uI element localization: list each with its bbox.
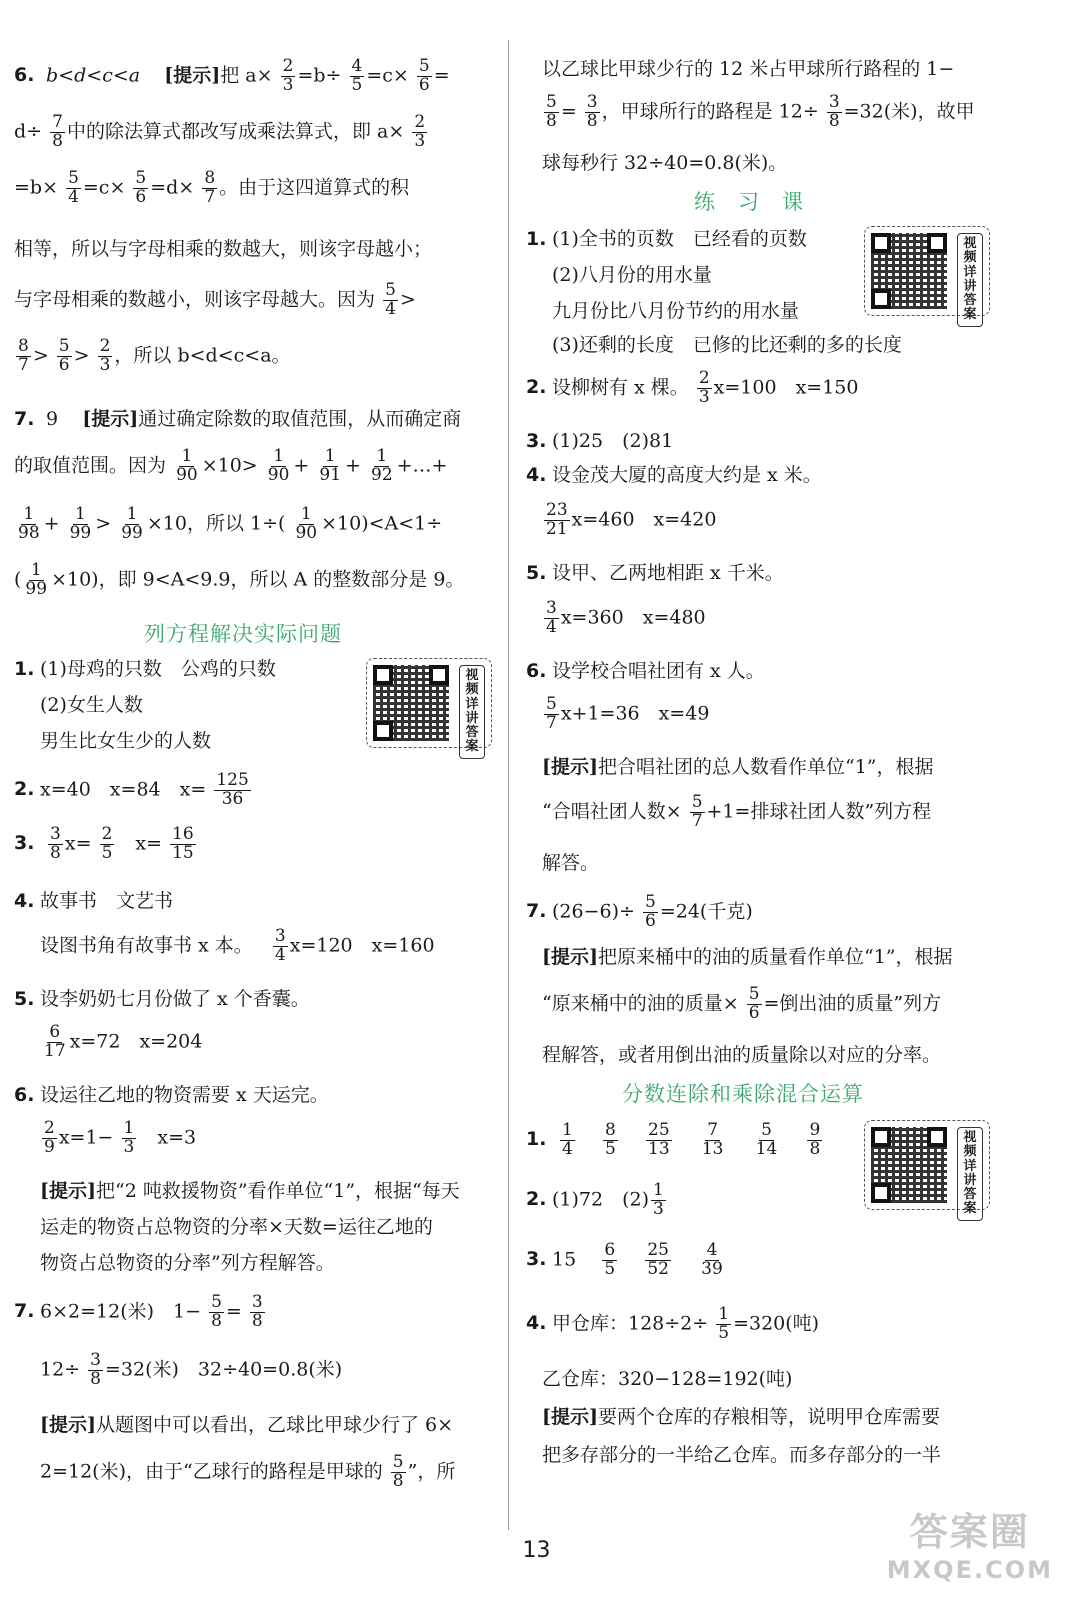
s2-q5-line-2: $\frac{3}{4}$ x=360 x=480 — [546, 598, 706, 637]
s2-q6-hint-2: “合唱社团人数× $\frac{5}{7}$ +1=排球社团人数”列方程 — [542, 792, 932, 831]
s2-q6-hint-1: [提示]把合唱社团的总人数看作单位“1”，根据 — [542, 756, 934, 778]
s2-q4-line-1: 4. 设金茂大厦的高度大约是 x 米。 — [526, 464, 822, 486]
fraction: $\frac{3}{8}$ — [50, 824, 61, 863]
s2-q7-hint-1: [提示]把原来桶中的油的质量看作单位“1”，根据 — [542, 946, 953, 968]
s1-q1-line-2: (2)女生人数 — [40, 694, 143, 716]
fraction: $\frac{5}{8}$ — [546, 92, 557, 131]
s1-q7-line-1: 7. 6×2=12(米) 1− $\frac{5}{8}$ = $\frac{3}{8}$ — [14, 1292, 263, 1331]
fraction: $\frac{5}{4}$ — [68, 168, 79, 207]
fraction: $\frac{1}{98}$ — [18, 504, 40, 543]
s1-q3: 3. $\frac{3}{8}$ x= $\frac{2}{5}$ x= $\frac{16}{15}$ — [14, 824, 194, 863]
fraction: $\frac{5}{6}$ — [418, 56, 430, 95]
fraction: $\frac{1}{4}$ — [562, 1120, 573, 1159]
s1-q7-line-2: 12÷ $\frac{3}{8}$ =32(米) 32÷40=0.8(米) — [40, 1350, 343, 1389]
s2-q1-line-2: (2)八月份的用水量 — [552, 264, 712, 286]
section-title-fraction-ops: 分数连除和乘除混合运算 — [622, 1082, 864, 1106]
fraction: $\frac{7}{13}$ — [701, 1120, 724, 1159]
s1-q4-line-1: 4. 故事书 文艺书 — [14, 890, 174, 912]
q7-line-2: 的取值范围。因为 $\frac{1}{90}$ ×10> $\frac{1}{90}$ + $\frac{1}{91}$ + $\frac{1}{92}$ +…+ — [14, 446, 448, 485]
fraction: $\frac{16}{15}$ — [172, 824, 194, 863]
fraction: $\frac{1}{5}$ — [718, 1304, 730, 1343]
fraction: $\frac{2}{3}$ — [698, 368, 710, 407]
fraction: $\frac{5}{8}$ — [392, 1452, 404, 1491]
s2-q7-hint-3: 程解答，或者用倒出油的质量除以对应的分率。 — [542, 1044, 942, 1066]
s2-q7-line-1: 7. (26−6)÷ $\frac{5}{6}$ =24(千克) — [526, 892, 753, 931]
fraction: $\frac{1}{91}$ — [319, 446, 342, 485]
fraction: $\frac{1}{90}$ — [295, 504, 318, 543]
fraction: $\frac{6}{5}$ — [604, 1240, 616, 1279]
q6-line-1: 6. b<d<c<a [提示]把 a× $\frac{2}{3}$ =b÷ $\frac{4}{5}$ =c× $\frac{5}{6}$ = — [14, 56, 450, 95]
hint-label: [提示] — [164, 64, 221, 87]
s1-q6-hint-3: 物资占总物资的分率”列方程解答。 — [40, 1252, 335, 1274]
fraction: $\frac{8}{7}$ — [204, 168, 216, 207]
fraction: $\frac{1}{92}$ — [371, 446, 393, 485]
watermark-url: MXQE.COM — [886, 1556, 1053, 1584]
fraction: $\frac{1}{99}$ — [69, 504, 92, 543]
fraction: $\frac{2}{3}$ — [414, 112, 426, 151]
fraction: $\frac{1}{90}$ — [267, 446, 290, 485]
fraction: $\frac{8}{5}$ — [605, 1120, 616, 1159]
qr-finder — [871, 233, 891, 253]
qr-label: 视频详讲答案 — [957, 1127, 983, 1221]
q6-line-3: =b× $\frac{5}{4}$ =c× $\frac{5}{6}$ =d× $\frac{8}{7}$ 。由于这四道算式的积 — [14, 168, 410, 207]
cont-line-3: 球每秒行 32÷40=0.8(米)。 — [542, 152, 788, 174]
s2-q3: 3. (1)25 (2)81 — [526, 430, 674, 452]
s2-q1-line-3: 九月份比八月份节约的用水量 — [552, 300, 800, 322]
fraction: $\frac{5}{6}$ — [135, 168, 147, 207]
qr-finder — [927, 233, 947, 253]
fraction: $\frac{5}{14}$ — [755, 1120, 778, 1159]
fraction: $\frac{1}{3}$ — [123, 1118, 135, 1157]
qr-code[interactable] — [366, 658, 492, 755]
fraction: $\frac{125}{36}$ — [216, 770, 249, 809]
fraction: $\frac{2}{5}$ — [101, 824, 113, 863]
answer: 9 — [46, 408, 59, 430]
fraction: $\frac{3}{8}$ — [828, 92, 840, 131]
q7-line-3: $\frac{1}{98}$ + $\frac{1}{99}$ > $\frac{1}{99}$ ×10，所以 1÷( $\frac{1}{90}$ ×10)<A<1÷ — [18, 504, 443, 543]
fraction: $\frac{3}{8}$ — [90, 1350, 101, 1389]
qr-finder — [429, 665, 449, 685]
qr-finder — [871, 1183, 891, 1203]
q6-line-2: d÷ $\frac{7}{8}$ 中的除法算式都改写成乘法算式，即 a× $\frac{2}{3}$ — [14, 112, 426, 151]
s1-q7-hint-2: 2=12(米)，由于“乙球行的路程是甲球的 $\frac{5}{8}$ ”，所 — [40, 1452, 456, 1491]
qr-finder — [373, 665, 393, 685]
s1-q2: 2. x=40 x=84 x= $\frac{125}{36}$ — [14, 770, 249, 809]
s2-q2: 2. 设柳树有 x 棵。 $\frac{2}{3}$ x=100 x=150 — [526, 368, 859, 407]
fraction: $\frac{25}{13}$ — [648, 1120, 670, 1159]
s3-q1: 1. $\frac{1}{4}$ $\frac{8}{5}$ $\frac{25}{13}$ $\frac{7}{13}$ $\frac{5}{14}$ $\frac{9}{8}$ — [526, 1120, 821, 1159]
fraction: $\frac{5}{6}$ — [748, 984, 760, 1023]
section-title-practice: 练 习 课 — [694, 190, 804, 214]
fraction: $\frac{8}{7}$ — [18, 336, 29, 375]
fraction: $\frac{5}{8}$ — [211, 1292, 222, 1331]
s2-q1-line-1: 1. (1)全书的页数 已经看的页数 — [526, 228, 807, 250]
fraction: $\frac{3}{8}$ — [586, 92, 598, 131]
watermark-text: 答案圈 — [909, 1510, 1030, 1554]
fraction: $\frac{25}{52}$ — [647, 1240, 669, 1279]
cont-line-1: 以乙球比甲球少行的 12 米占甲球所行路程的 1− — [542, 58, 955, 80]
qr-finder — [871, 1127, 891, 1147]
s2-q7-hint-2: “原来桶中的油的质量× $\frac{5}{6}$ =倒出油的质量”列方 — [542, 984, 942, 1023]
qr-finder — [871, 289, 891, 309]
qr-finder — [373, 721, 393, 741]
q6-line-6: $\frac{8}{7}$ > $\frac{5}{6}$ > $\frac{2}{3}$ ，所以 b<d<c<a。 — [18, 336, 291, 375]
s1-q6-line-2: $\frac{2}{9}$ x=1− $\frac{1}{3}$ x=3 — [44, 1118, 197, 1157]
hint-label: [提示] — [82, 408, 139, 430]
answer: b<d<c<a — [46, 64, 141, 87]
fraction: $\frac{3}{4}$ — [274, 926, 286, 965]
s1-q4-line-2: 设图书角有故事书 x 本。 $\frac{3}{4}$ x=120 x=160 — [40, 926, 435, 965]
fraction: $\frac{4}{5}$ — [351, 56, 363, 95]
q6-line-5: 与字母相乘的数越小，则该字母越大。因为 $\frac{5}{4}$ > — [14, 280, 416, 319]
qr-label: 视频详讲答案 — [957, 233, 983, 327]
q7-line-4: ( $\frac{1}{99}$ ×10)，即 9<A<9.9，所以 A 的整数部分是 9。 — [14, 560, 465, 599]
question-number: 6. — [14, 64, 35, 87]
s1-q5-line-2: $\frac{6}{17}$ x=72 x=204 — [44, 1022, 203, 1061]
question-number: 7. — [14, 408, 35, 430]
s2-q6-hint-3: 解答。 — [542, 852, 600, 874]
q7-line-1: 7. 9 [提示]通过确定除数的取值范围，从而确定商 — [14, 408, 462, 430]
s1-q6-hint-1: [提示]把“2 吨救援物资”看作单位“1”，根据“每天 — [40, 1180, 460, 1202]
fraction: $\frac{2}{3}$ — [99, 336, 111, 375]
fraction: $\frac{1}{99}$ — [121, 504, 143, 543]
s1-q1-line-3: 男生比女生少的人数 — [40, 730, 212, 752]
fraction: $\frac{2}{3}$ — [282, 56, 294, 95]
fraction: $\frac{7}{8}$ — [52, 112, 63, 151]
s3-q3: 3. 15 $\frac{6}{5}$ $\frac{25}{52}$ $\frac{4}{39}$ — [526, 1240, 723, 1279]
s1-q5-line-1: 5. 设李奶奶七月份做了 x 个香囊。 — [14, 988, 310, 1010]
qr-finder — [927, 1127, 947, 1147]
fraction: $\frac{5}{6}$ — [58, 336, 70, 375]
fraction: $\frac{5}{4}$ — [385, 280, 396, 319]
watermark — [887, 1501, 1053, 1584]
s3-q4-line-2: 乙仓库：320−128=192(吨) — [542, 1368, 793, 1390]
s3-q4-hint-1: [提示]要两个仓库的存粮相等，说明甲仓库需要 — [542, 1406, 940, 1428]
s2-q1-line-4: (3)还剩的长度 已修的比还剩的多的长度 — [552, 334, 902, 356]
fraction: $\frac{1}{3}$ — [653, 1180, 664, 1219]
column-divider — [508, 40, 509, 1530]
s1-q1-line-1: 1. (1)母鸡的只数 公鸡的只数 — [14, 658, 276, 680]
s3-q4-hint-2: 把多存部分的一半给乙仓库。而多存部分的一半 — [542, 1444, 942, 1466]
q6-line-4: 相等，所以与字母相乘的数越大，则该字母越小； — [14, 238, 433, 260]
s2-q5-line-1: 5. 设甲、乙两地相距 x 千米。 — [526, 562, 784, 584]
s2-q6-line-1: 6. 设学校合唱社团有 x 人。 — [526, 660, 765, 682]
fraction: $\frac{3}{8}$ — [251, 1292, 263, 1331]
qr-label: 视频详讲答案 — [459, 665, 485, 759]
s1-q6-line-1: 6. 设运往乙地的物资需要 x 天运完。 — [14, 1084, 329, 1106]
fraction: $\frac{1}{99}$ — [25, 560, 48, 599]
cont-line-2: $\frac{5}{8}$ = $\frac{3}{8}$ ，甲球所行的路程是 12÷ $\frac{3}{8}$ =32(米)，故甲 — [546, 92, 975, 131]
section-title-equations: 列方程解决实际问题 — [144, 622, 342, 646]
s3-q2: 2. (1)72 (2) $\frac{1}{3}$ — [526, 1180, 664, 1219]
fraction: $\frac{2}{9}$ — [44, 1118, 55, 1157]
fraction: $\frac{9}{8}$ — [809, 1120, 821, 1159]
fraction: $\frac{23}{21}$ — [546, 500, 568, 539]
s2-q6-line-2: $\frac{5}{7}$ x+1=36 x=49 — [546, 694, 710, 733]
s1-q7-hint-1: [提示]从题图中可以看出，乙球比甲球少行了 6× — [40, 1414, 454, 1436]
fraction: $\frac{5}{7}$ — [546, 694, 557, 733]
qr-code[interactable] — [864, 226, 990, 323]
fraction: $\frac{5}{7}$ — [691, 792, 703, 831]
fraction: $\frac{6}{17}$ — [44, 1022, 66, 1061]
s2-q4-line-2: $\frac{23}{21}$ x=460 x=420 — [546, 500, 717, 539]
fraction: $\frac{5}{6}$ — [644, 892, 656, 931]
qr-code[interactable] — [864, 1120, 990, 1217]
fraction: $\frac{3}{4}$ — [546, 598, 557, 637]
s3-q4-line-1: 4. 甲仓库：128÷2÷ $\frac{1}{5}$ =320(吨) — [526, 1304, 820, 1343]
s1-q6-hint-2: 运走的物资占总物资的分率×天数=运往乙地的 — [40, 1216, 433, 1238]
fraction: $\frac{1}{90}$ — [176, 446, 198, 485]
page-number: 13 — [522, 1538, 551, 1563]
fraction: $\frac{4}{39}$ — [701, 1240, 723, 1279]
